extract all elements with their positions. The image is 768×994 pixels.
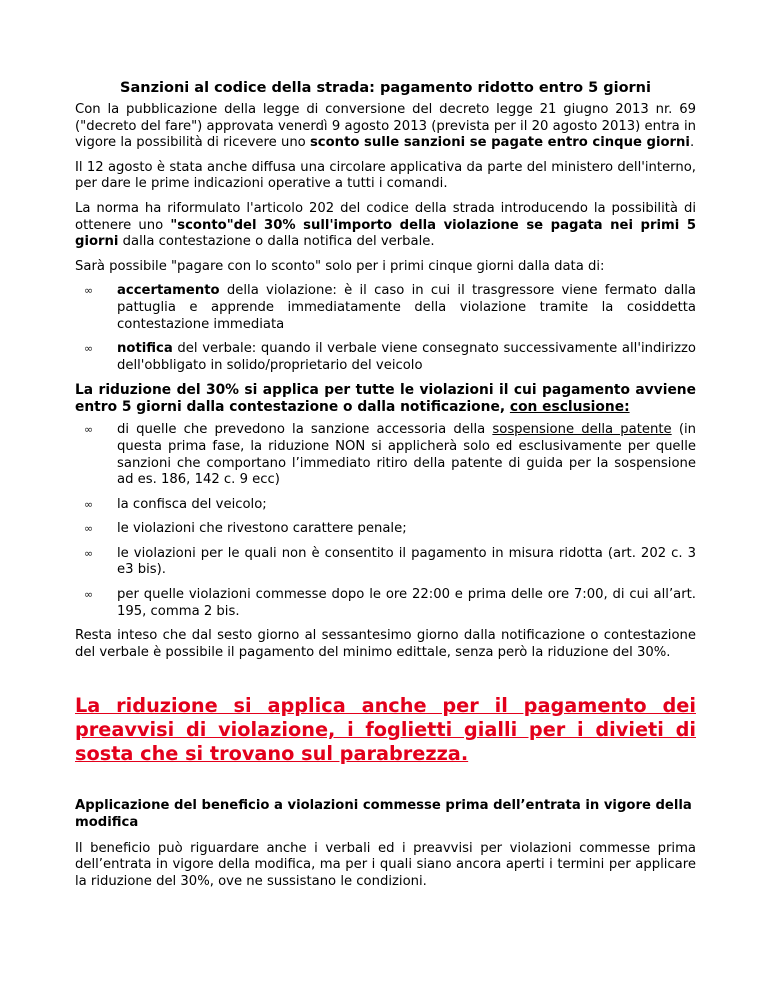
bullet-icon: ∞	[84, 342, 94, 356]
list-item: ∞ accertamento della violazione: è il caso in cui il trasgressore viene fermato dalla pattuglia e apprende immediatamente della violazione tramite la cosiddetta contestazione immediata	[84, 283, 696, 332]
bullet-icon: ∞	[84, 284, 94, 298]
list-item: ∞ le violazioni che rivestono carattere penale;	[84, 521, 407, 537]
exclusion-paragraph: La riduzione del 30% si applica per tutte le violazioni il cui pagamento avviene entro 5 giorni dalla contestazione o dalla notificazione, con esclusione:	[75, 382, 696, 416]
remaining-days-paragraph: Resta inteso che dal sesto giorno al sessantesimo giorno dalla notificazione o contestazione del verbale è possibile il pagamento del minimo edittale, senza però la riduzione del 30%.	[75, 628, 696, 660]
document-title: Sanzioni al codice della strada: pagamento ridotto entro 5 giorni	[120, 80, 651, 96]
intro-bold: sconto sulle sanzioni se pagate entro cinque giorni	[309, 135, 690, 151]
retroactive-paragraph: Il beneficio può riguardare anche i verbali ed i preavvisi per violazioni commesse prima dell’entrata in vigore della modifica, ma per i quali siano ancora aperti i termini per applicare la riduzione del 30%, ove ne sussistano le condizioni.	[75, 840, 696, 889]
list-item: ∞ notifica del verbale: quando il verbale viene consegnato successivamente all'indirizzo dell'obbligato in solido/proprietario del veicolo	[84, 341, 696, 373]
warning-heading: La riduzione si applica anche per il pagamento dei preavvisi di violazione, i foglietti gialli per i divieti di sosta che si trovano sul parabrezza.	[75, 694, 696, 766]
list-item: ∞ per quelle violazioni commesse dopo le ore 22:00 e prima delle ore 7:00, di cui all’art. 195, comma 2 bis.	[84, 587, 696, 619]
bullet-icon: ∞	[84, 588, 94, 602]
dates-list	[75, 283, 696, 374]
bullet-icon: ∞	[84, 522, 94, 536]
list-item: ∞ di quelle che prevedono la sanzione accessoria della sospensione della patente (in questa prima fase, la riduzione NON si applicherà solo ed esclusivamente per quelle sanzioni che comportano l’immediato ritiro della patente di guida per la sospensione ad es. 186, 142 c. 9 ecc)	[84, 422, 696, 488]
norm-paragraph: La norma ha riformulato l'articolo 202 del codice della strada introducendo la possibilità di ottenere uno "sconto"del 30% sull'importo della violazione se pagata nei primi 5 giorni dalla contestazione o dalla notifica del verbale.	[75, 200, 696, 250]
bullet-icon: ∞	[84, 423, 94, 437]
discount-bold: "sconto"del 30% sull'importo della violazione se pagata nei primi 5 giorni	[75, 217, 696, 250]
intro-paragraph: Con la pubblicazione della legge di conversione del decreto legge 21 giugno 2013 nr. 69 ("decreto del fare") approvata venerdì 9 agosto 2013 (prevista per il 20 agosto 2013) entra in vigore la possibilità di ricevere uno sconto sulle sanzioni se pagate entro cinque giorni.	[75, 102, 696, 151]
circular-paragraph: Il 12 agosto è stata anche diffusa una circolare applicativa da parte del ministero dell'interno, per dare le prime indicazioni operative a tutti i comandi.	[75, 159, 696, 192]
exclusions-list	[75, 422, 696, 620]
exclusion-underlined: con esclusione:	[509, 399, 630, 416]
bullet-icon: ∞	[84, 546, 94, 560]
dates-paragraph: Sarà possibile "pagare con lo sconto" solo per i primi cinque giorni dalla data di:	[75, 258, 605, 274]
list-item: ∞ la confisca del veicolo;	[84, 496, 267, 512]
list-item: ∞ le violazioni per le quali non è consentito il pagamento in misura ridotta (art. 202 c. 3 e3 bis).	[84, 545, 696, 578]
bullet-icon: ∞	[84, 497, 94, 511]
section-heading: Applicazione del beneficio a violazioni commesse prima dell’entrata in vigore della modifica	[75, 798, 692, 831]
